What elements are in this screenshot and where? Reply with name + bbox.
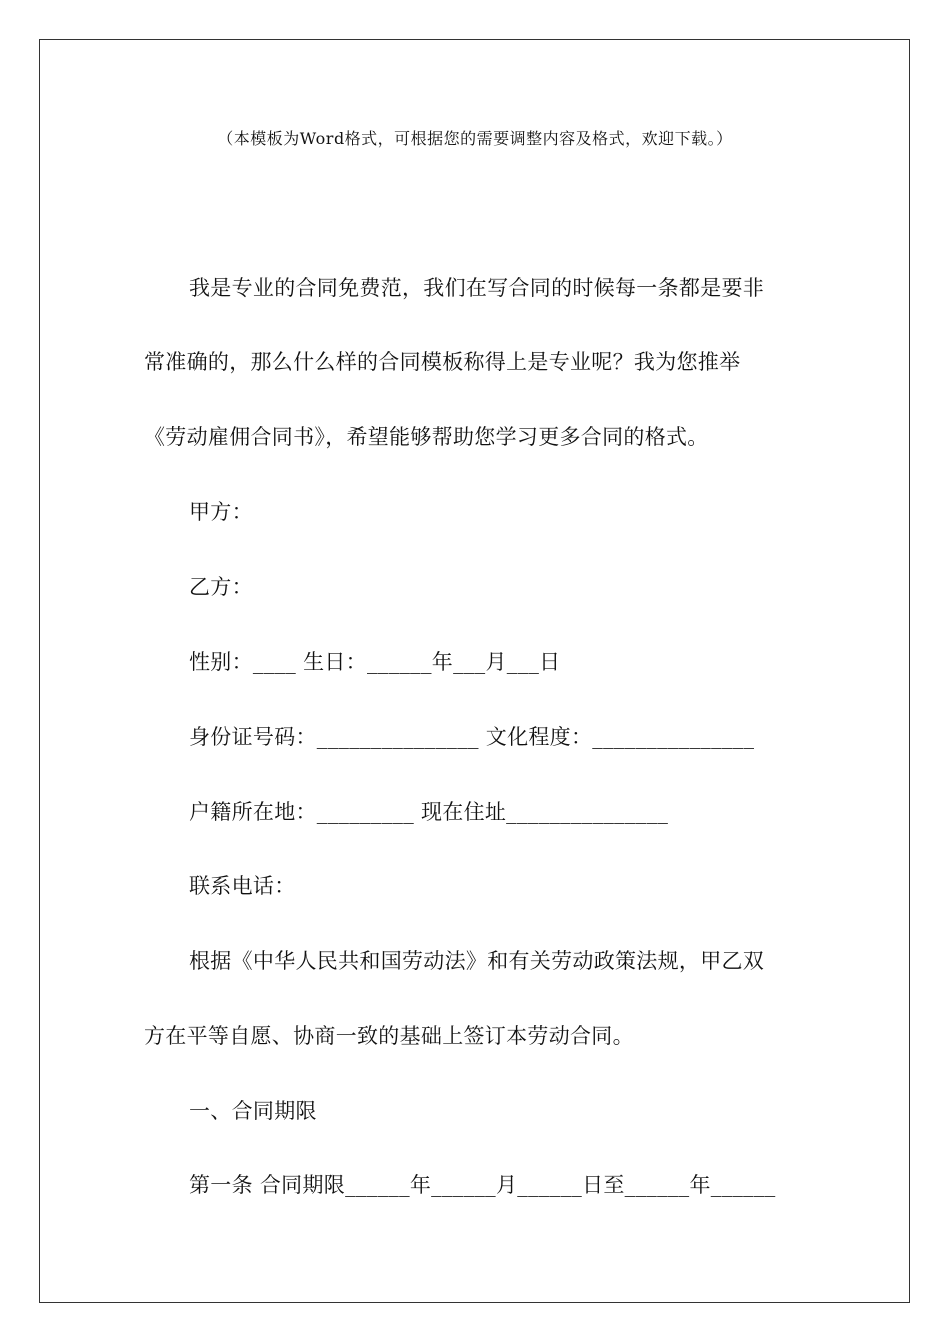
article-1-term: 第一条 合同期限______年______月______日至______年______ [189,1173,776,1197]
id-education-field: 身份证号码：_______________ 文化程度：_______________ [189,725,755,749]
intro-paragraph-line-2: 常准确的，那么什么样的合同模板称得上是专业呢？我为您推举 [144,350,741,374]
residence-address-field: 户籍所在地：_________ 现在住址_______________ [189,800,669,824]
phone-field: 联系电话： [189,874,296,898]
party-b-label: 乙方： [189,575,253,599]
gender-birthday-field: 性别：____ 生日：______年___月___日 [189,650,561,674]
basis-paragraph-line-2: 方在平等自愿、协商一致的基础上签订本劳动合同。 [144,1024,634,1048]
intro-paragraph-line-1: 我是专业的合同免费范，我们在写合同的时候每一条都是要非 [189,276,765,300]
section-heading-term: 一、合同期限 [189,1099,317,1123]
basis-paragraph-line-1: 根据《中华人民共和国劳动法》和有关劳动政策法规，甲乙双 [189,949,765,973]
party-a-label: 甲方： [189,500,253,524]
template-note: （本模板为Word格式，可根据您的需要调整内容及格式，欢迎下载。） [217,129,733,148]
intro-paragraph-line-3: 《劳动雇佣合同书》，希望能够帮助您学习更多合同的格式。 [144,425,709,449]
